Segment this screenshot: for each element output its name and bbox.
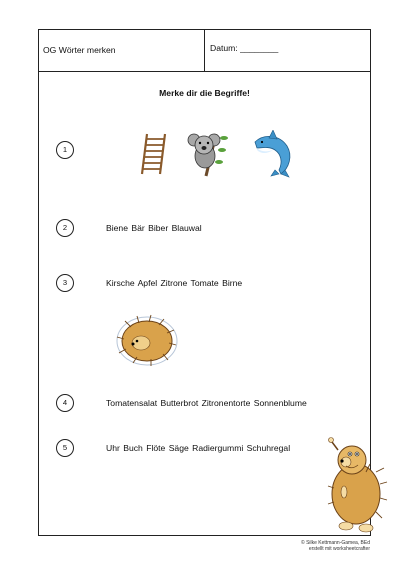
worksheet-header <box>39 30 370 72</box>
footer-copyright: © Silke Kettmann-Gamea, BEd <box>301 540 370 546</box>
dolphin-icon <box>249 130 297 178</box>
word-list-2: Biene Bär Biber Blauwal <box>106 223 202 233</box>
worksheet-title: OG Wörter merken <box>43 45 116 55</box>
hedgehog-rolling-icon <box>111 313 181 369</box>
worksheet-heading: Merke dir die Begriffe! <box>159 88 250 98</box>
worksheet-frame <box>38 29 371 536</box>
hedgehog-mascot-icon <box>326 432 388 534</box>
row-number-4: 4 <box>56 394 74 412</box>
koala-icon <box>186 130 230 178</box>
word-list-5: Uhr Buch Flöte Säge Radiergummi Schuhregal <box>106 443 291 453</box>
ladder-icon <box>139 132 169 176</box>
footer-credits <box>301 540 370 552</box>
header-divider <box>204 30 205 71</box>
date-field: Datum: ________ <box>210 43 279 53</box>
word-list-3: Kirsche Apfel Zitrone Tomate Birne <box>106 278 243 288</box>
footer-tool-credit: erstellt mit worksheetcrafter <box>308 546 370 552</box>
row-number-1: 1 <box>56 141 74 159</box>
row-number-2: 2 <box>56 219 74 237</box>
word-list-4: Tomatensalat Butterbrot Zitronentorte Sonnenblume <box>106 398 307 408</box>
row-number-3: 3 <box>56 274 74 292</box>
row-number-5: 5 <box>56 439 74 457</box>
